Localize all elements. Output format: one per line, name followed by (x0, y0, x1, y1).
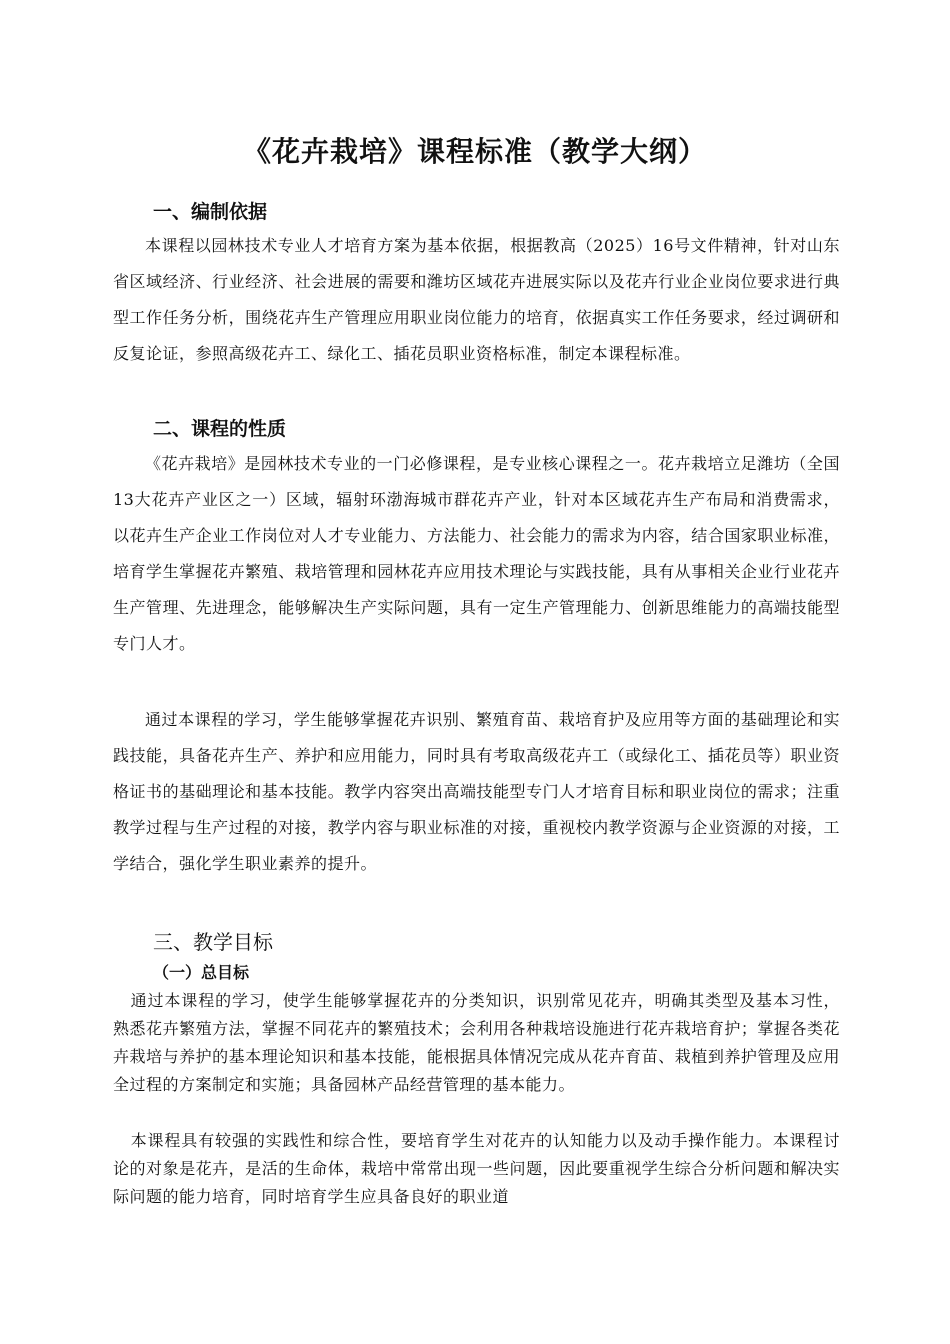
paragraph-objective-2: 本课程具有较强的实践性和综合性，要培育学生对花卉的认知能力以及动手操作能力。本课程讨论的对象是花卉，是活的生命体，栽培中常常出现一些问题，因此要重视学生综合分析问题和解决实际问题的能力培育，同时培育学生应具备良好的职业道 (113, 1131, 840, 1206)
section-heading-objectives: 三、教学目标 (153, 930, 273, 954)
paragraph-objective-1: 通过本课程的学习，使学生能够掌握花卉的分类知识，识别常见花卉，明确其类型及基本习性，熟悉花卉繁殖方法，掌握不同花卉的繁殖技术；会利用各种栽培设施进行花卉栽培育护；掌握各类花卉栽培与养护的基本理论知识和基本技能，能根据具体情况完成从花卉育苗、栽植到养护管理及应用全过程的方案制定和实施；具备园林产品经营管理的基本能力。 (113, 991, 840, 1094)
section-heading-nature: 二、课程的性质 (153, 418, 287, 440)
paragraph-nature-1: 《花卉栽培》是园林技术专业的一门必修课程，是专业核心课程之一。花卉栽培立足潍坊（全国13大花卉产业区之一）区域，辐射环渤海城市群花卉产业，针对本区域花卉生产布局和消费需求，以花卉生产企业工作岗位对人才专业能力、方法能力、社会能力的需求为内容，结合国家职业标准，培育学生掌握花卉繁殖、栽培管理和园林花卉应用技术理论与实践技能，具有从事相关企业行业花卉生产管理、先进理念，能够解决生产实际问题，具有一定生产管理能力、创新思维能力的高端技能型专门人才。 (113, 454, 840, 653)
section-heading-basis: 一、编制依据 (153, 201, 268, 223)
document-title: 《花卉栽培》课程标准（教学大纲） (242, 135, 707, 168)
paragraph-basis: 本课程以园林技术专业人才培育方案为基本依据，根据教高（2025）16号文件精神，针对山东省区域经济、行业经济、社会进展的需要和潍坊区域花卉进展实际以及花卉行业企业岗位要求进行典型工作任务分析，围绕花卉生产管理应用职业岗位能力的培育，依据真实工作任务要求，经过调研和反复论证，参照高级花卉工、绿化工、插花员职业资格标准，制定本课程标准。 (113, 236, 840, 363)
paragraph-nature-2: 通过本课程的学习，学生能够掌握花卉识别、繁殖育苗、栽培育护及应用等方面的基础理论和实践技能，具备花卉生产、养护和应用能力，同时具有考取高级花卉工（或绿化工、插花员等）职业资格证书的基础理论和基本技能。教学内容突出高端技能型专门人才培育目标和职业岗位的需求；注重教学过程与生产过程的对接，教学内容与职业标准的对接，重视校内教学资源与企业资源的对接，工学结合，强化学生职业素养的提升。 (113, 710, 840, 873)
subheading-general-objective: （一）总目标 (153, 963, 250, 982)
